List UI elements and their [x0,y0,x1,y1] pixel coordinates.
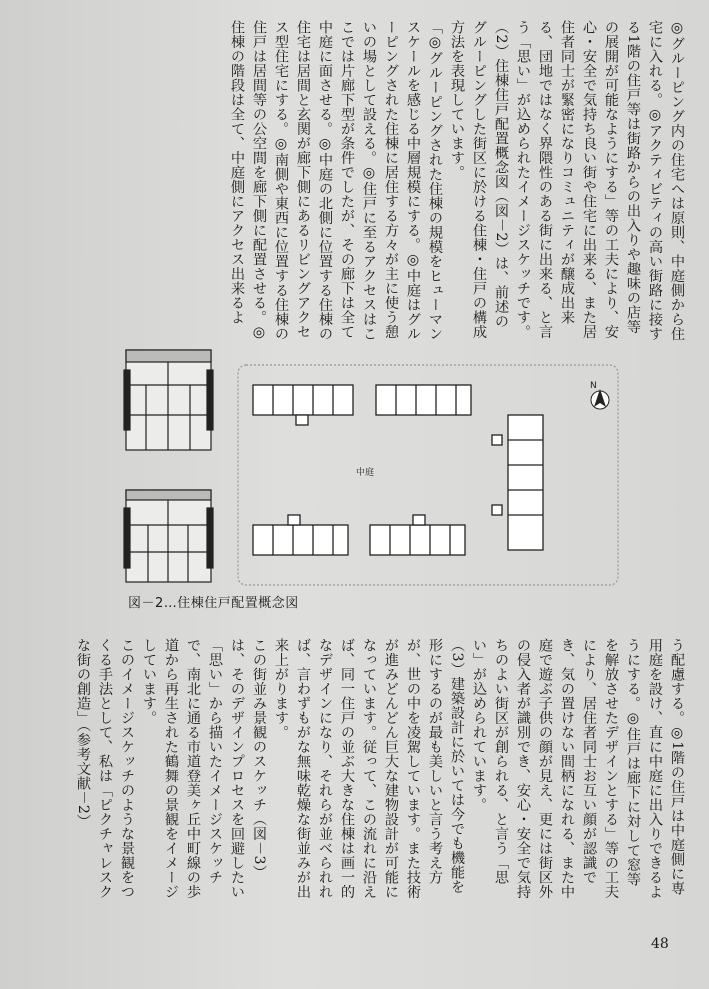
east-building [492,415,543,550]
paragraph: 「◎グルーピングされた住棟の規模をヒューマンスケールを感じる中層規模にする。◎中庭はグルーピングされた住棟に居住する方々が主に使う憩いの場として設える。◎住戸に至るアクセスはここでは片廊下型が条件でしたが、その廊下は全て中庭に面させる。◎中庭の北側に位置する住棟の住宅は居間と玄関が廊下側にあるリビングアクセス型住宅にする。◎南側や東西に位置する住棟の住戸は居間等の公空間を廊下側に配置させる。◎住棟の階段は全て、中庭側にアクセス出来るよ [229,20,443,341]
south-building-east [370,515,465,555]
south-building-west [253,515,348,555]
site-plan-figure [118,340,638,590]
paragraph: ◎グルーピング内の住宅へは原則、中庭側から住宅に入れる。◎アクティビティの高い街路に接する1階の住戸等は街路からの出入りや趣味の店等の展開が可能なようにする」等の工夫により、安心・安全で気持ち良い街や住宅に出来る、また居住者同士が緊密になりコミュニティが醸成出来る、団地ではなく界隈性のある街に出来る、と言う「思い」が込められたイメージスケッチです。 [515,20,685,341]
north-label: N [590,381,597,391]
paragraph: （2）住棟住戸配置概念図（図－2）は、前述のグルーピングした街区に於ける住棟・住戸の構成方法を表現しています。 [449,20,509,339]
paragraph: う配慮する。◎1階の住戸は中庭側に専用庭を設け、直に中庭に出入りできるようにする。◎住戸は廊下に対して窓等を解放させたデザインとする」等の工夫により、居住者同士お互い顔が認識でき、気の置けない間柄になれる、また中庭で遊ぶ子供の顔が見え、更には街区外の侵入者が識別でき、安心・安全で気持ちのよい街区が創られる、と言う「思い」が込められています。 [471,638,685,899]
north-building-west [253,385,353,425]
unit-plan-upper [124,350,213,450]
paragraph: （3）建築設計に於いては今でも機能を形にするのが最も美しいと言う考え方が、世の中を凌駕しています。また技術が進みどんどん巨大な建物設計が可能になっています。従って、この流れに沿えば、同一住戸の並ぶ大きな住棟は画一的なデザインになり、それらが並べられれば、言わずもがな無味乾燥な街並みが出来上がります。 [273,638,465,899]
page-number: 48 [651,936,669,952]
unit-plan-lower [124,490,213,582]
paragraph: このイメージスケッチのような景観をつくる手法として、私は「ピクチャレスクな街の創造」（参考文献－2） [75,638,135,899]
courtyard-label: 中庭 [356,468,375,478]
bottom-text-block [75,638,688,900]
figure-caption: 図－2…住棟住戸配置概念図 [128,596,299,611]
north-building-east [376,385,471,415]
paragraph: この街並み景観のスケッチ（図－3）は、そのデザインプロセスを回避したい「思い」から描いたイメージスケッチで、南北に通る市道登美ヶ丘中町線の歩道から再生された鶴舞の景観をイメージしています。 [141,638,267,899]
north-arrow-icon [590,381,609,409]
top-text-block [90,20,688,342]
